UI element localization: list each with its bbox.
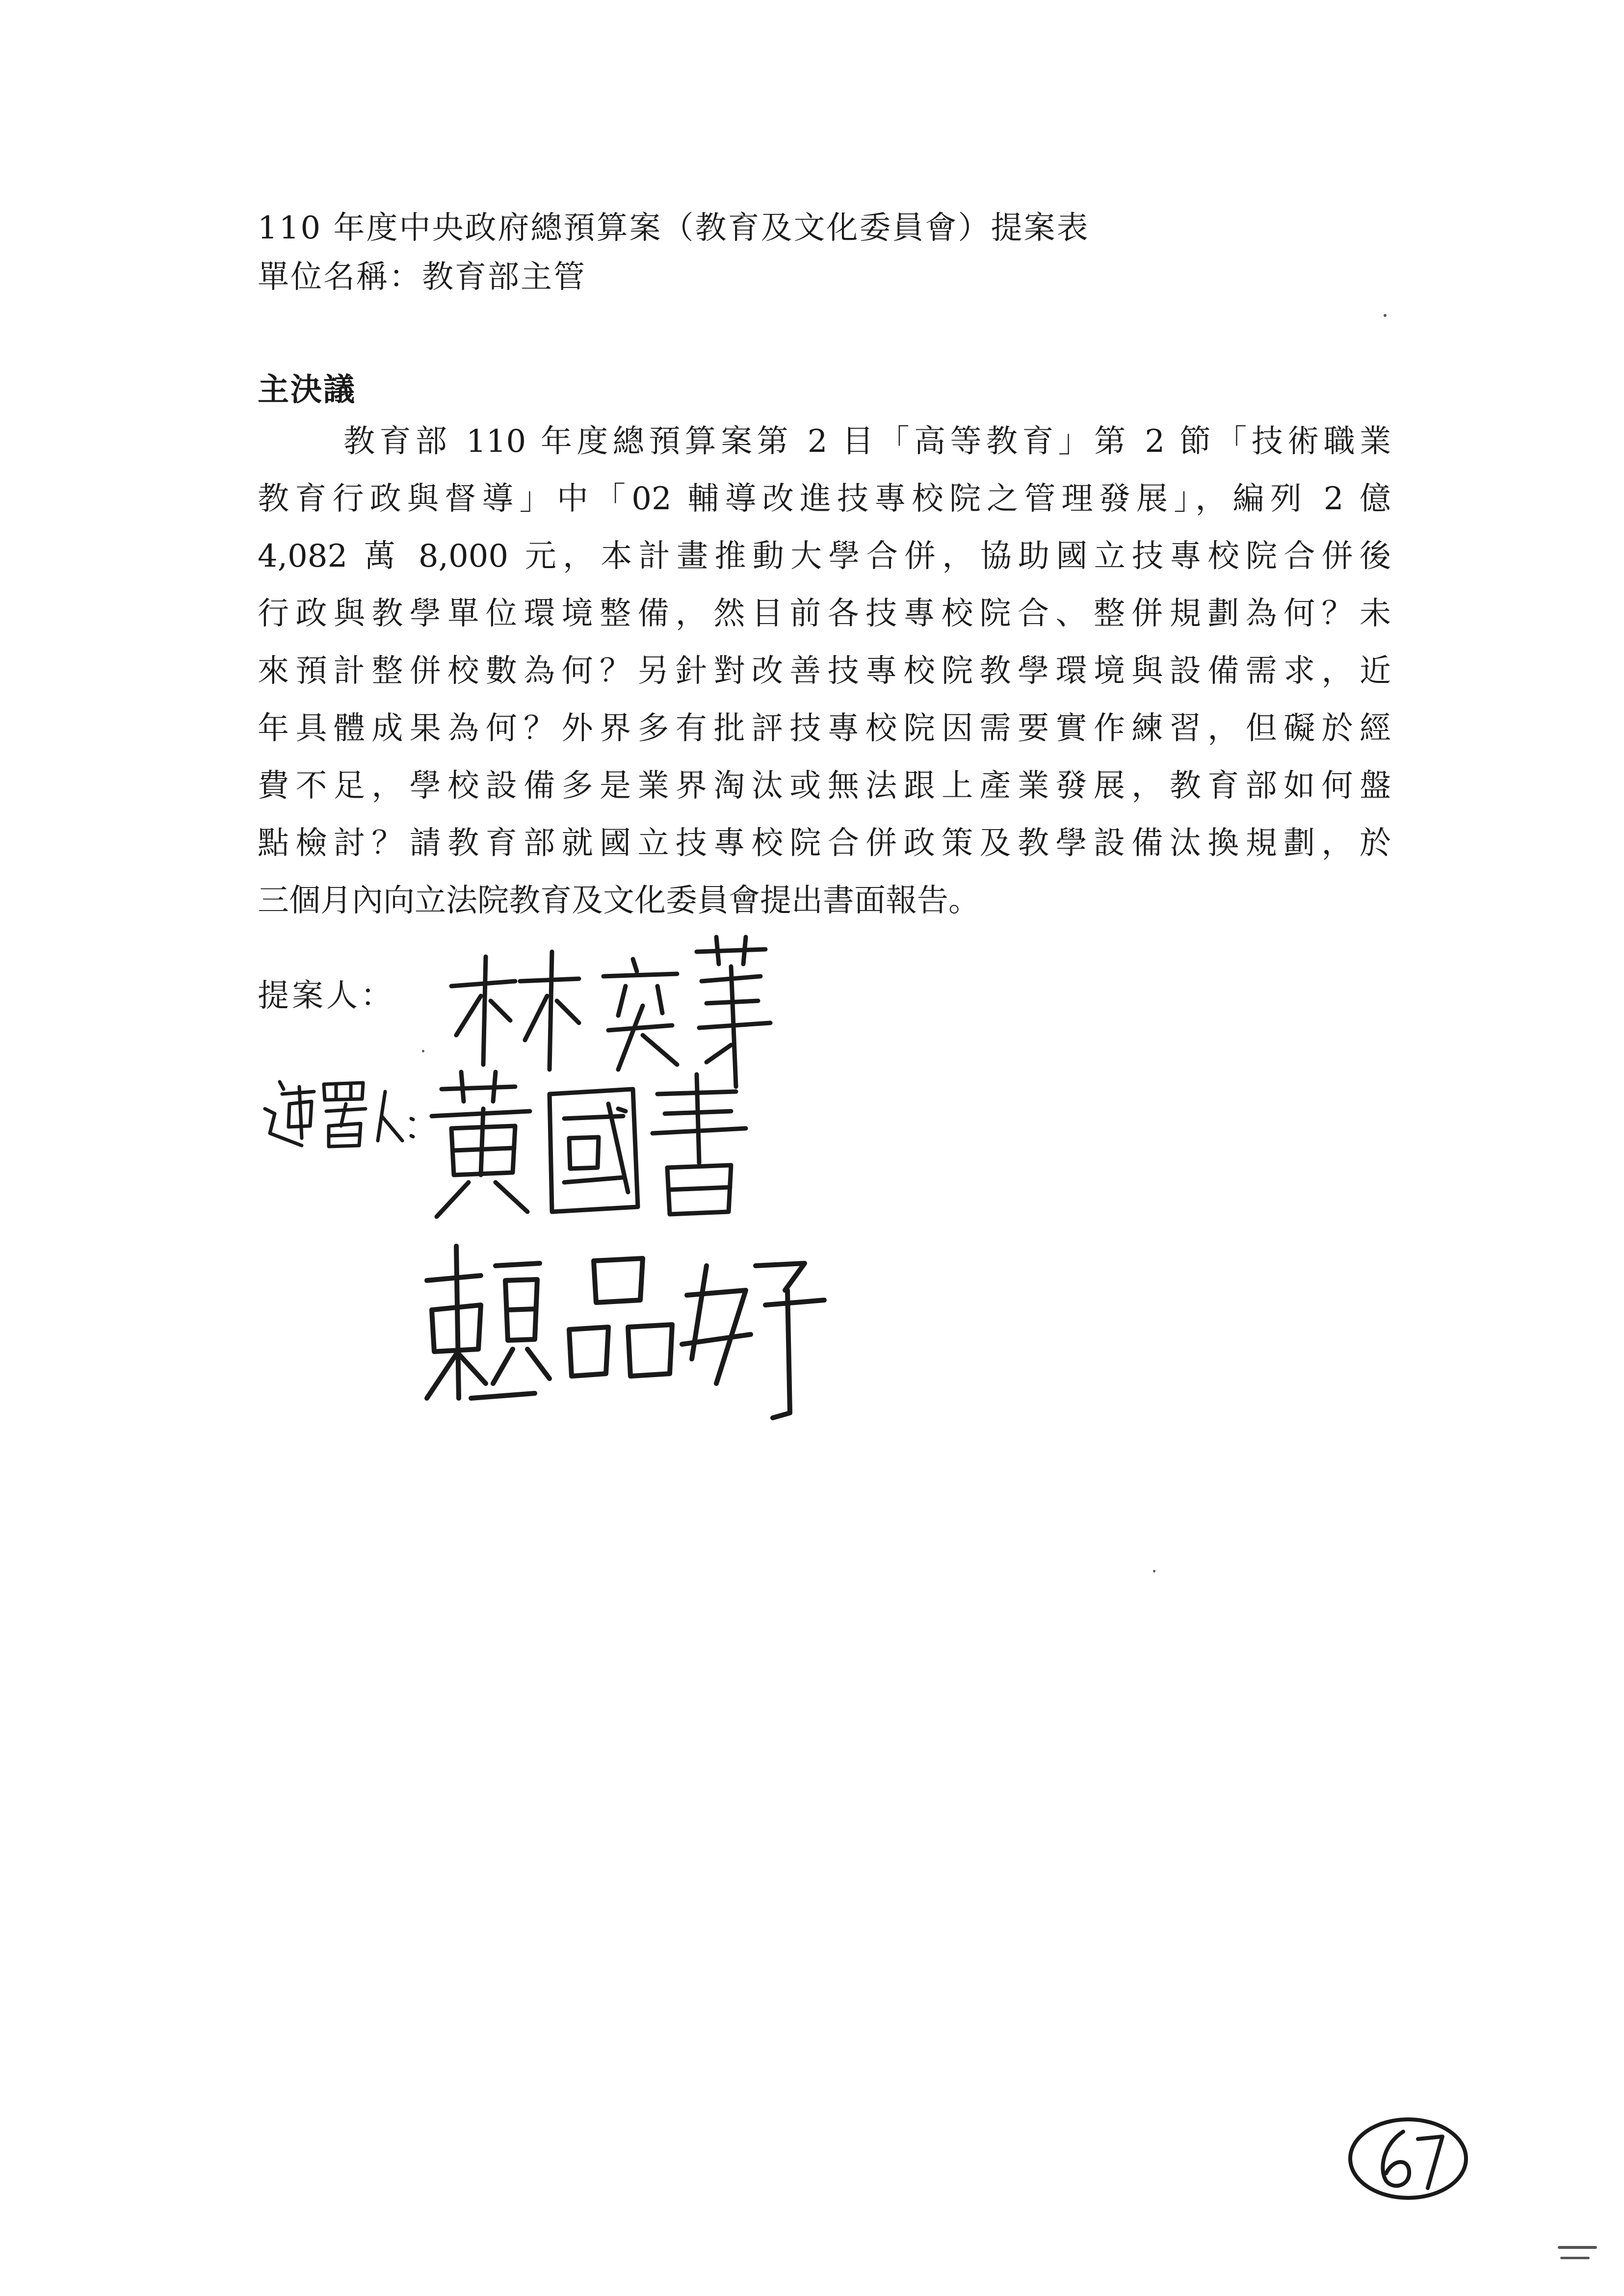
resolution-line: 點檢討？請教育部就國立技專校院合併政策及教學設備汰換規劃，於 (258, 825, 1391, 861)
cosigner-signature (412, 1236, 834, 1433)
resolution-line: 4,082 萬 8,000 元，本計畫推動大學合併，協助國立技專校院合併後 (258, 538, 1391, 574)
scan-speck (422, 1050, 424, 1052)
resolution-line: 費不足，學校設備多是業界淘汰或無法跟上產業發展，教育部如何盤 (258, 768, 1391, 804)
resolution-line: 來預計整併校數為何？另針對改善技專校院教學環境與設備需求，近 (258, 653, 1391, 689)
scan-mark (1558, 2246, 1597, 2249)
cosigner-label (255, 1072, 417, 1155)
proposer-signature (432, 922, 785, 1089)
resolution-line: 行政與教學單位環境整備，然目前各技專校院合、整併規劃為何？未 (258, 596, 1391, 632)
page-number (1344, 2110, 1472, 2210)
resolution-line: 三個月內向立法院教育及文化委員會提出書面報告。 (258, 883, 980, 919)
document-title: 110 年度中央政府總預算案（教育及文化委員會）提案表 (258, 210, 1090, 246)
unit-name: 單位名稱：教育部主管 (258, 259, 586, 295)
resolution-line: 教育部 110 年度總預算案第 2 目「高等教育」第 2 節「技術職業 (343, 423, 1391, 460)
scan-speck (1384, 314, 1387, 317)
scan-mark (1560, 2257, 1590, 2259)
proposer-label: 提案人： (258, 978, 395, 1014)
resolution-line: 教育行政與督導」中「02 輔導改進技專校院之管理發展」，編列 2 億 (258, 481, 1391, 517)
resolution-line: 年具體成果為何？外界多有批評技專校院因需要實作練習，但礙於經 (258, 710, 1391, 747)
scan-speck (1153, 1570, 1155, 1572)
cosigner-signature (422, 1065, 765, 1226)
resolution-heading: 主決議 (258, 371, 356, 408)
